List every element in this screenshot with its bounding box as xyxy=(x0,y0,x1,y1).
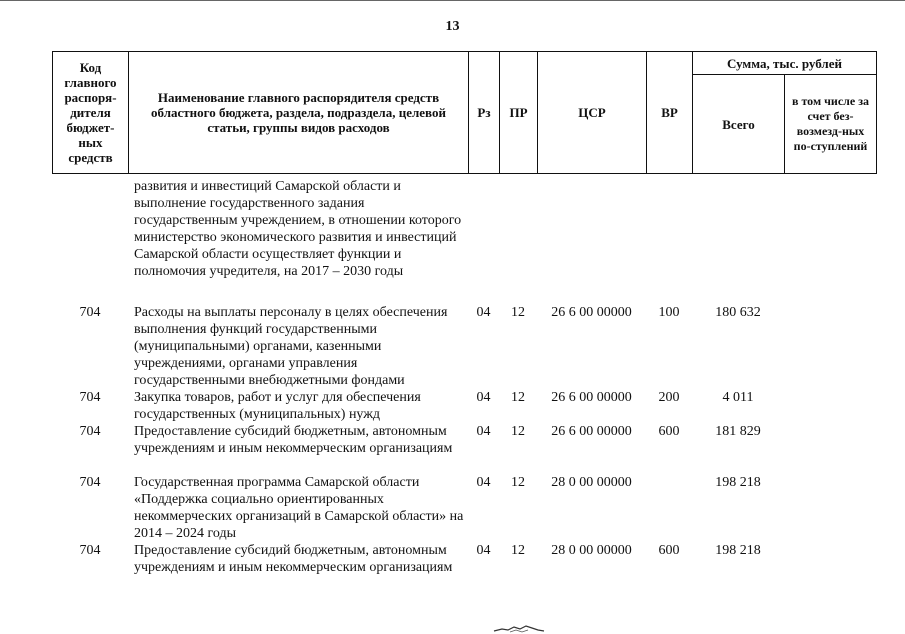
row-pr: 12 xyxy=(511,390,525,405)
row-total: 181 829 xyxy=(715,424,761,439)
row-rz: 04 xyxy=(476,390,491,405)
row-vr xyxy=(646,178,692,304)
row-name: Предоставление субсидий бюджетным, автономным учреждениям и иным некоммерческим организациям xyxy=(134,543,453,575)
row-name: Расходы на выплаты персоналу в целях обеспечения выполнения функций государственными (муниципальными) органами, казенными учреждениями, органами управления государственными внебюджетными фондами xyxy=(134,305,448,388)
row-total: 4 011 xyxy=(722,390,754,405)
table-row xyxy=(52,423,876,474)
row-pr: 12 xyxy=(511,543,525,558)
row-rz: 04 xyxy=(476,475,491,490)
row-rz: 04 xyxy=(476,424,491,439)
page-edge-line xyxy=(0,0,905,1)
row-csr: 26 6 00 00000 xyxy=(551,390,632,405)
row-name: Закупка товаров, работ и услуг для обеспечения государственных (муниципальных) нужд xyxy=(134,390,421,422)
row-csr: 28 0 00 00000 xyxy=(551,543,632,558)
row-total: 180 632 xyxy=(715,305,761,320)
row-code xyxy=(52,178,128,304)
row-rz: 04 xyxy=(476,543,491,558)
row-csr: 26 6 00 00000 xyxy=(551,424,632,439)
row-total: 198 218 xyxy=(715,543,761,558)
header-rz: Рз xyxy=(469,52,500,174)
row-pr: 12 xyxy=(511,305,525,320)
row-pr: 12 xyxy=(511,475,525,490)
table-header xyxy=(52,51,877,174)
row-name: Государственная программа Самарской области «Поддержка социально ориентированных некоммерческих организаций в Самарской области» на 2014 – 2024 годы xyxy=(134,475,464,541)
row-free xyxy=(784,389,876,423)
row-pr xyxy=(499,178,537,304)
row-pr: 12 xyxy=(511,424,525,439)
row-code: 704 xyxy=(79,424,101,439)
row-code: 704 xyxy=(79,305,101,320)
table-body xyxy=(52,178,876,593)
header-total: Всего xyxy=(693,75,785,174)
table-row xyxy=(52,304,876,389)
header-pr: ПР xyxy=(500,52,538,174)
row-rz: 04 xyxy=(476,305,491,320)
row-code: 704 xyxy=(79,475,101,490)
row-csr xyxy=(537,178,646,304)
row-csr: 28 0 00 00000 xyxy=(551,475,632,490)
table-row xyxy=(52,178,876,304)
row-code: 704 xyxy=(79,390,101,405)
row-vr: 200 xyxy=(658,390,680,405)
row-vr: 600 xyxy=(658,543,680,558)
header-sum: Сумма, тыс. рублей xyxy=(693,52,877,75)
row-free xyxy=(784,178,876,304)
row-code: 704 xyxy=(79,543,101,558)
row-vr xyxy=(646,474,692,542)
header-vr: ВР xyxy=(647,52,693,174)
table-row xyxy=(52,474,876,542)
header-code: Код главного распоря-дителя бюджет-ных средств xyxy=(53,52,129,174)
header-csr: ЦСР xyxy=(538,52,647,174)
row-free xyxy=(784,474,876,542)
header-name: Наименование главного распорядителя средств областного бюджета, раздела, подраздела, целевой статьи, группы видов расходов xyxy=(129,52,469,174)
row-free xyxy=(784,542,876,593)
page-number: 13 xyxy=(445,19,460,34)
row-total xyxy=(692,178,784,304)
table-row xyxy=(52,542,876,593)
row-vr: 600 xyxy=(658,424,680,439)
table-row xyxy=(52,389,876,423)
row-csr: 26 6 00 00000 xyxy=(551,305,632,320)
row-free xyxy=(784,423,876,474)
row-total: 198 218 xyxy=(715,475,761,490)
row-free xyxy=(784,304,876,389)
row-name: развития и инвестиций Самарской области и выполнение государственного задания государственным учреждением, в отношении которого министерство экономического развития и инвестиций Самарской области осуществляет функции и полномочия учредителя, на 2017 – 2030 годы xyxy=(134,179,462,279)
row-vr: 100 xyxy=(658,305,680,320)
stamp-mark xyxy=(490,622,550,634)
header-free: в том числе за счет без-возмезд-ных по-ступлений xyxy=(785,75,877,174)
row-name: Предоставление субсидий бюджетным, автономным учреждениям и иным некоммерческим организациям xyxy=(134,424,453,456)
row-rz xyxy=(468,178,499,304)
